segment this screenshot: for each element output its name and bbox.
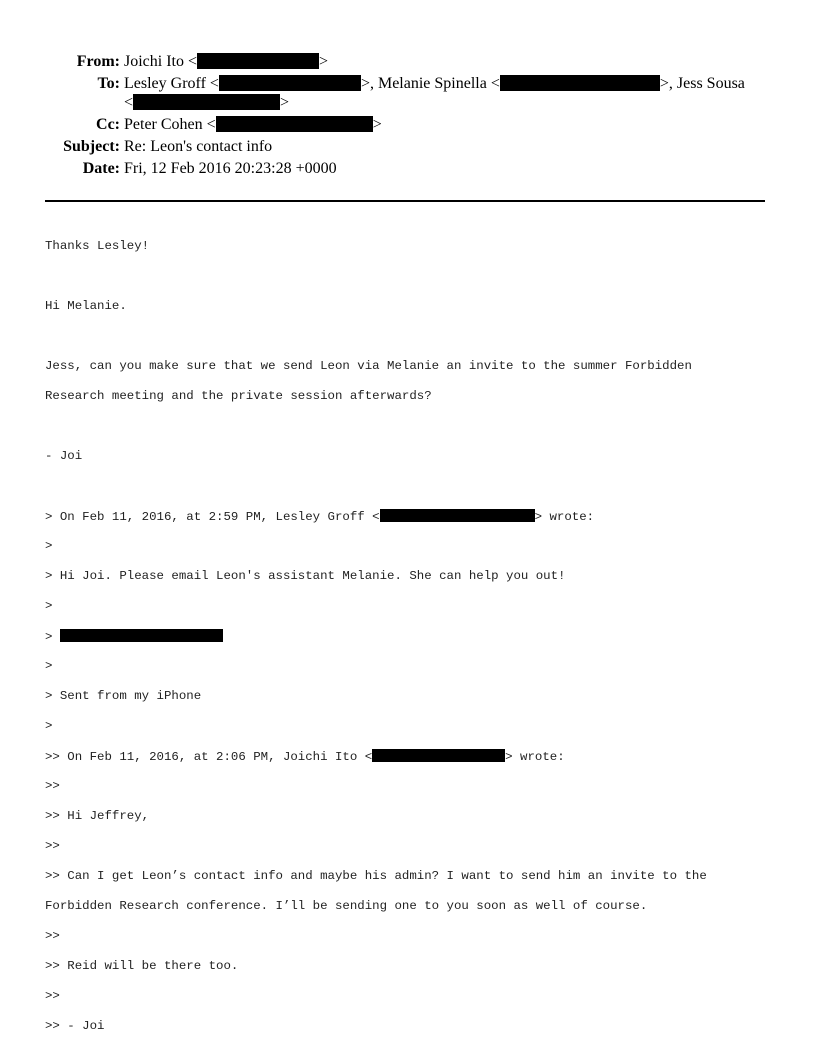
to-name-1: Lesley Groff <box>124 75 206 92</box>
quote-attribution-end: > wrote: <box>505 750 565 764</box>
quote-line: > <box>45 539 53 553</box>
quote-attribution: > On Feb 11, 2016, at 2:59 PM, Lesley Groff < <box>45 510 380 524</box>
quote-line: > Hi Joi. Please email Leon's assistant Melanie. She can help you out! <box>45 569 566 583</box>
redaction-box <box>197 53 319 69</box>
quote-line: > <box>45 599 53 613</box>
from-row <box>0 52 800 72</box>
quote-line <box>45 509 707 524</box>
redaction-box <box>372 749 505 762</box>
cc-name: Peter Cohen <box>124 116 203 133</box>
quote-line: Forbidden Research conference. I’ll be sending one to you soon as well of course. <box>45 899 648 913</box>
quote-attribution: >> On Feb 11, 2016, at 2:06 PM, Joichi Ito < <box>45 750 373 764</box>
cc-value: Peter Cohen < > <box>124 116 382 133</box>
redaction-box <box>216 116 373 132</box>
to-name-3: Jess Sousa <box>676 75 745 92</box>
date-value: Fri, 12 Feb 2016 20:23:28 +0000 <box>124 160 337 177</box>
quote-line: >> <box>45 779 60 793</box>
body-line: Hi Melanie. <box>45 299 127 313</box>
subject-label: Subject: <box>63 138 120 155</box>
quote-attribution-end: > wrote: <box>534 510 595 524</box>
blank-line <box>45 329 707 344</box>
quote-line: > Sent from my iPhone <box>45 689 202 703</box>
body-line: Thanks Lesley! <box>45 239 150 253</box>
quote-line: > <box>45 719 53 733</box>
body-line: Research meeting and the private session afterwards? <box>45 389 432 403</box>
quote-line: >> Can I get Leon’s contact info and maybe his admin? I want to send him an invite to the <box>45 869 707 883</box>
blank-line <box>45 269 707 284</box>
to-row <box>0 74 800 94</box>
to-name-2: Melanie Spinella <box>377 75 487 92</box>
from-label: From: <box>76 53 120 70</box>
date-row <box>0 159 800 179</box>
quote-line <box>45 629 707 644</box>
redaction-box <box>60 629 223 642</box>
blank-line <box>45 479 707 494</box>
quote-line <box>45 749 707 764</box>
redaction-box <box>219 75 361 91</box>
quote-line: >> Reid will be there too. <box>45 959 239 973</box>
subject-row <box>0 137 800 157</box>
header-divider <box>45 200 765 202</box>
body-line: Jess, can you make sure that we send Leon via Melanie an invite to the summer Forbidden <box>45 359 692 373</box>
message-body <box>45 224 707 1049</box>
from-name: Joichi Ito <box>124 53 184 70</box>
to-row-continued <box>0 93 800 113</box>
to-label: To: <box>97 75 120 92</box>
cc-row <box>0 115 800 135</box>
from-value: Joichi Ito < > <box>124 53 329 70</box>
date-label: Date: <box>82 160 120 177</box>
subject-value: Re: Leon's contact info <box>124 138 273 155</box>
to-value-continued: < > <box>124 94 290 111</box>
quote-line: >> Hi Jeffrey, <box>45 809 150 823</box>
cc-label: Cc: <box>96 116 120 133</box>
blank-line <box>45 419 707 434</box>
to-value: Lesley Groff < >, Melanie Spinella < >, Jess Sousa <box>124 75 745 92</box>
quote-line: >> <box>45 989 60 1003</box>
quote-line: >> - Joi <box>45 1019 105 1033</box>
quote-prefix: > <box>45 630 60 644</box>
quote-line: > <box>45 659 53 673</box>
redaction-box <box>500 75 660 91</box>
redaction-box <box>133 94 280 110</box>
quote-line: >> <box>45 839 60 853</box>
redaction-box <box>380 509 535 522</box>
signature-line: - Joi <box>45 449 83 463</box>
quote-line: >> <box>45 929 60 943</box>
